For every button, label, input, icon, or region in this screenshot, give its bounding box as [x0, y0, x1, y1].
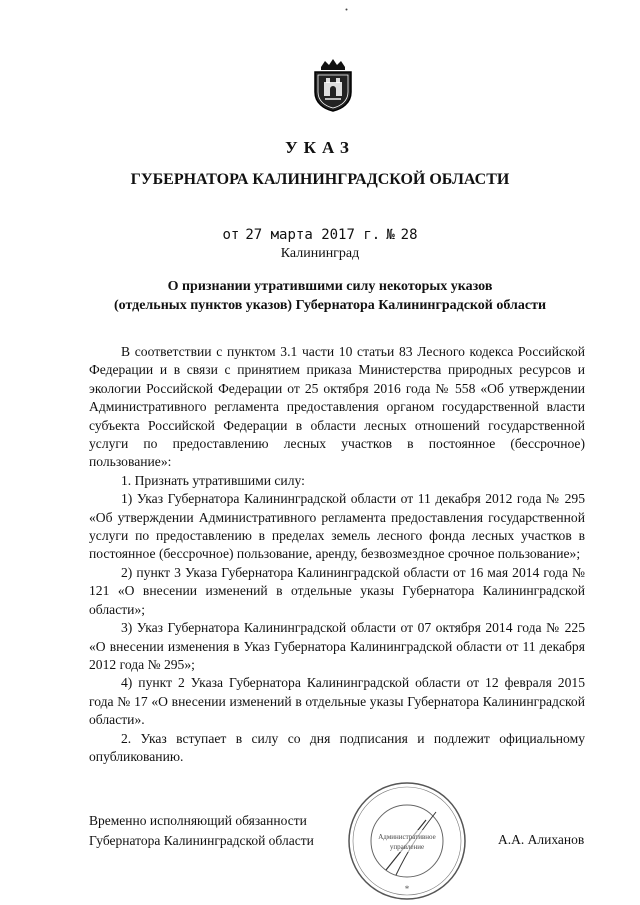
scan-speck [345, 8, 348, 11]
document-date: 27 марта 2017 г. [245, 227, 381, 243]
date-number-line [0, 227, 640, 243]
signatory-position [89, 811, 314, 851]
preamble-paragraph: В соответствии с пунктом 3.1 части 10 статьи 83 Лесного кодекса Российской Федерации и в связи с принятием приказа Министерства природных ресурсов и экологии Российской Федерации от 25 октября 2016 года № 558 «Об утверждении Административного регламента предоставления органом государственной власти субъекта Российской Федерации в области лесных отношений государственной услуги по предоставлению лесных участков в постоянное (бессрочное) пользование»: [89, 344, 585, 470]
number-sign: № [386, 227, 395, 243]
date-prefix: от [222, 227, 240, 243]
decree-title-line-1: О признании утратившими силу некоторых указов [167, 279, 493, 294]
subitem-3: 3) Указ Губернатора Калининградской области от 07 октября 2014 года № 225 «О внесении изменения в Указ Губернатора Калининградской области от 11 декабря 2012 года № 295»; [89, 620, 585, 672]
kaliningrad-coat-of-arms-icon [311, 58, 355, 112]
subitem-4: 4) пункт 2 Указа Губернатора Калининградской области от 12 февраля 2015 года № 17 «О внесении изменений в отдельные указы Губернатора Калининградской области». [89, 675, 585, 728]
official-seal-stamp [346, 780, 468, 902]
decree-body [89, 343, 585, 766]
seal-center-line-1: Административное [378, 833, 436, 841]
subitem-1: 1) Указ Губернатора Калининградской области от 11 декабря 2012 года № 295 «Об утверждении Административного регламента предоставления государственной услуги по предоставлению в пределах земель лесного фонда лесных участков в постоянное (бессрочное) пользование, аренду, безвозмездное срочное пользование»; [89, 491, 585, 562]
document-number: 28 [400, 227, 418, 243]
item-2: 2. Указ вступает в силу со дня подписания и подлежит официальному опубликованию. [89, 730, 585, 764]
document-city: Калининград [280, 246, 360, 261]
svg-text:*: * [404, 884, 410, 894]
document-type: УКАЗ [285, 138, 355, 157]
seal-center-line-2: управление [389, 843, 425, 851]
document-issuer: ГУБЕРНАТОРА КАЛИНИНГРАДСКОЙ ОБЛАСТИ [130, 171, 510, 188]
decree-title-line-2: (отдельных пунктов указов) Губернатора Калининградской области [113, 298, 547, 313]
decree-title [80, 277, 580, 315]
signatory-position-line-1: Временно исполняющий обязанности [89, 813, 307, 828]
item-1: 1. Признать утратившими силу: [121, 472, 305, 488]
signatory-name: А.А. Алиханов [498, 832, 585, 847]
signatory-position-line-2: Губернатора Калининградской области [89, 833, 314, 848]
subitem-2: 2) пункт 3 Указа Губернатора Калининградской области от 16 мая 2014 года № 121 «О внесении изменений в отдельные указы Губернатора Калининградской области»; [89, 564, 585, 617]
